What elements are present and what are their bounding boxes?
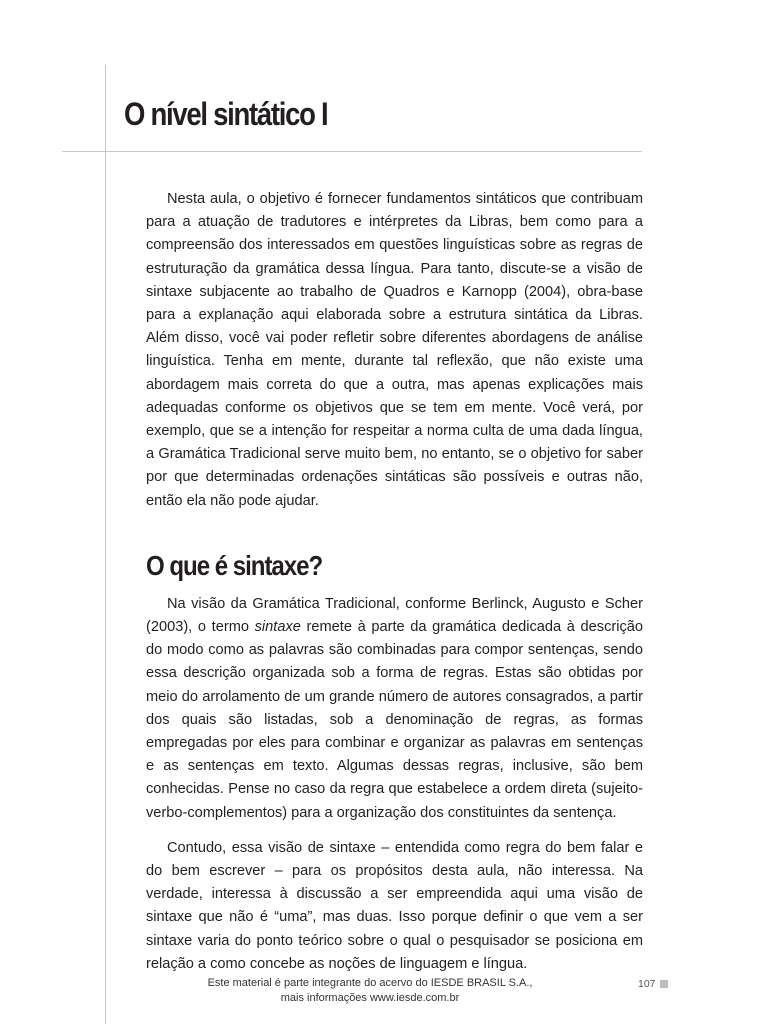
- section-paragraph-2: Contudo, essa visão de sintaxe – entendida como regra do bem falar e do bem escrever – para os propósitos desta aula, não interessa. Na verdade, interessa à discussão a ser empreendida aqui uma visão de sintaxe que não é “uma”, mas duas. Isso porque definir o que vem a ser sintaxe varia do ponto teórico sobre o qual o pesquisador se posiciona em relação a como concebe as noções de linguagem e língua.: [146, 839, 643, 972]
- chapter-title: O nível sintático I: [124, 96, 328, 132]
- intro-paragraph: Nesta aula, o objetivo é fornecer fundamentos sintáticos que contribuam para a atuação de tradutores e intérpretes da Libras, bem como para a compreensão dos interessados em questões linguísticas sobre as regras de estruturação da gramática dessa língua. Para tanto, discute-se a visão de sintaxe subjacente ao trabalho de Quadros e Karnopp (2004), obra-base para a explanação aqui elaborada sobre a estrutura sintática da Libras. Além disso, você vai poder refletir sobre diferentes abordagens de análise linguística. Tenha em mente, durante tal reflexão, que não existe uma abordagem mais correta do que a outra, mas apenas explicações mais adequadas conforme os objetivos que se tem em mente. Você verá, por exemplo, que se a intenção for respeitar a norma culta de uma dada língua, a Gramática Tradicional serve muito bem, no entanto, se o objetivo for saber por que determinadas ordenações sintáticas são possíveis e outras não, então ela não pode ajudar.: [146, 191, 643, 509]
- italic-term-sintaxe: sintaxe: [254, 619, 301, 636]
- footer-notice: [160, 976, 580, 1006]
- title-horizontal-rule: [62, 151, 642, 152]
- section-paragraph-1-end: remete à parte da gramática dedicada à descrição do modo como as palavras são combinadas para compor sentenças, sendo essa descrição organizada sob a forma de regras. Estas são obtidas por meio do arrolamento de um grande número de autores consagrados, a partir dos quais são listadas, sob a denominação de regras, as formas empregadas por eles para combinar e organizar as palavras em sentenças e as sentenças em texto. Algumas dessas regras, inclusive, são bem conhecidas. Pense no caso da regra que estabelece a ordem direta (sujeito-verbo-complementos) para a organização dos constituintes da sentença.: [146, 619, 644, 821]
- page-number: [638, 978, 668, 990]
- page-marker-square-icon: [660, 980, 668, 988]
- footer-line-1: Este material é parte integrante do acervo do IESDE BRASIL S.A.,: [207, 977, 533, 989]
- page-number-text: 107: [638, 978, 656, 990]
- section-paragraph-1: [146, 593, 643, 825]
- footer-line-2: mais informações www.iesde.com.br: [280, 992, 460, 1004]
- section-title: O que é sintaxe?: [146, 549, 323, 581]
- main-content: [146, 188, 643, 976]
- margin-vertical-rule: [105, 65, 106, 1024]
- section-paragraph-1-start: Na visão da Gramática Tradicional, conforme Berlinck, Augusto e Scher (2003), o termo: [146, 595, 643, 636]
